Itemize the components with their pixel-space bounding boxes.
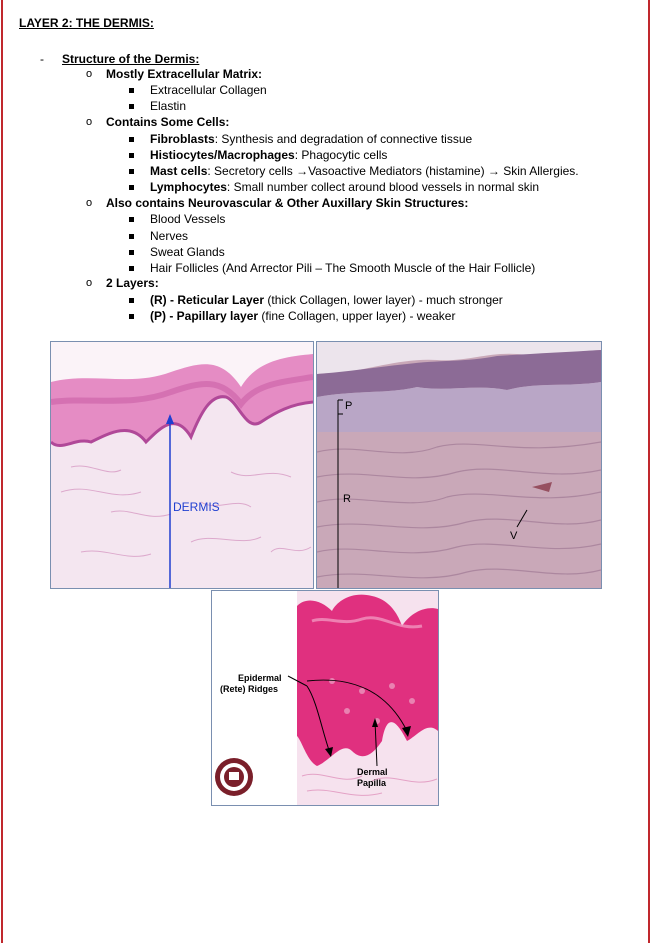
list-item: Elastin (150, 99, 187, 113)
bullet-square (129, 250, 134, 255)
bullet-square (129, 298, 134, 303)
epidermal-ridges-label: Epidermal (238, 673, 282, 683)
bullet-square (129, 137, 134, 142)
vessel-label: V (510, 530, 518, 542)
group-heading: Contains Some Cells: (106, 115, 230, 129)
sub-bullet: o (86, 116, 93, 128)
bullet-square (129, 266, 134, 271)
university-seal-icon (215, 758, 253, 796)
dermis-histology-image (50, 341, 314, 589)
bullet-square (129, 314, 134, 319)
dermis-layers-histology-image (316, 341, 602, 589)
list-item: (P) - Papillary layer (fine Collagen, upper layer) - weaker (150, 309, 456, 323)
list-item: (R) - Reticular Layer (thick Collagen, lower layer) - much stronger (150, 293, 503, 307)
bullet-square (129, 153, 134, 158)
dermis-label: DERMIS (173, 500, 220, 514)
list-item: Mast cells: Secretory cells →Vasoactive Mediators (histamine) → Skin Allergies. (150, 164, 579, 178)
page-margin-line-left (1, 0, 3, 943)
bullet-square (129, 104, 134, 109)
group-heading: Mostly Extracellular Matrix: (106, 67, 263, 81)
list-item: Fibroblasts: Synthesis and degradation of connective tissue (150, 132, 473, 146)
list-item: Nerves (150, 229, 189, 243)
epidermal-ridges-label-2: (Rete) Ridges (220, 684, 279, 694)
bullet-square (129, 217, 134, 222)
sub-bullet: o (86, 197, 93, 209)
dermal-papilla-label: Dermal (357, 767, 388, 777)
sub-bullet: o (86, 277, 93, 289)
group-heading: 2 Layers: (106, 276, 159, 290)
list-item: Sweat Glands (150, 245, 225, 259)
page-margin-line-right (648, 0, 650, 943)
reticular-label: R (343, 493, 351, 505)
list-dash: - (40, 52, 44, 66)
list-item: Histiocytes/Macrophages: Phagocytic cells (150, 148, 388, 162)
list-item: Blood Vessels (150, 212, 226, 226)
bullet-square (129, 234, 134, 239)
bullet-square (129, 185, 134, 190)
papillary-label: P (345, 400, 353, 412)
rete-ridges-histology-image (211, 590, 439, 806)
bullet-square (129, 88, 134, 93)
group-heading: Also contains Neurovascular & Other Auxillary Skin Structures: (106, 196, 469, 210)
section-heading: Structure of the Dermis: (62, 52, 200, 66)
sub-bullet: o (86, 68, 93, 80)
list-item: Lymphocytes: Small number collect around blood vessels in normal skin (150, 180, 540, 194)
dermal-papilla-label-2: Papilla (357, 778, 387, 788)
list-item: Hair Follicles (And Arrector Pili – The Smooth Muscle of the Hair Follicle) (150, 261, 536, 275)
page-title: LAYER 2: THE DERMIS: (19, 16, 154, 30)
bullet-square (129, 169, 134, 174)
list-item: Extracellular Collagen (150, 83, 267, 97)
